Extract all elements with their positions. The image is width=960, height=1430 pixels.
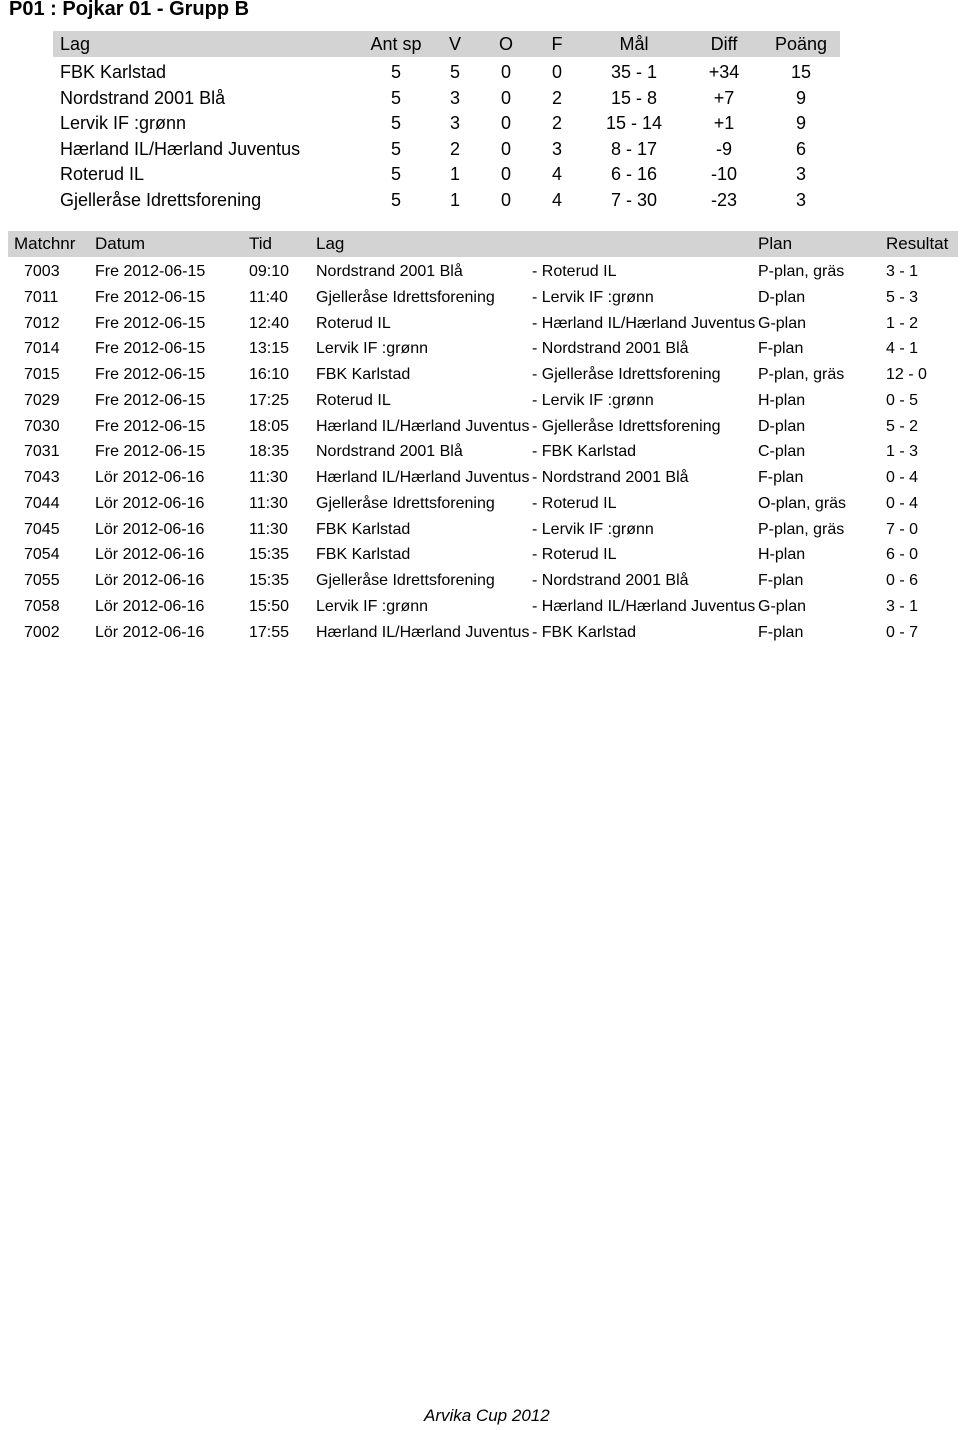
match-cell-time: 17:25 — [249, 391, 290, 409]
match-row — [0, 311, 960, 337]
standings-row — [0, 187, 960, 213]
standings-row — [0, 59, 960, 85]
match-cell-away: - Roterud IL — [532, 263, 617, 280]
match-cell-result: 7 - 0 — [886, 520, 919, 538]
standings-cell-wins: 1 — [449, 164, 461, 185]
match-row — [0, 336, 960, 362]
match-cell-result: 0 - 6 — [886, 572, 919, 589]
match-cell-matchnr: 7011 — [24, 288, 59, 306]
match-cell-away: - Roterud IL — [532, 546, 617, 564]
standings-cell-losses: 4 — [551, 164, 563, 185]
match-cell-away: - Gjelleråse Idrettsforening — [532, 417, 721, 435]
match-cell-date: Lör 2012-06-16 — [95, 597, 205, 615]
standings-cell-diff: +1 — [713, 113, 735, 134]
match-cell-result: 3 - 1 — [886, 597, 919, 615]
match-cell-time: 18:05 — [249, 417, 290, 435]
match-cell-time: 12:40 — [249, 314, 290, 332]
standings-cell-goals: 35 - 1 — [610, 62, 658, 82]
match-cell-matchnr: 7012 — [24, 314, 60, 332]
match-cell-home: FBK Karlstad — [316, 520, 411, 538]
header-date: Datum — [95, 234, 146, 253]
standings-cell-goals: 6 - 16 — [610, 164, 658, 185]
match-cell-result: 5 - 2 — [886, 417, 919, 435]
header-pitch: Plan — [758, 234, 793, 253]
match-cell-result: 3 - 1 — [886, 263, 919, 280]
match-cell-pitch: F-plan — [758, 469, 804, 486]
match-cell-matchnr: 7055 — [24, 572, 60, 589]
match-cell-pitch: O-plan, gräs — [758, 494, 847, 512]
match-cell-away: - FBK Karlstad — [532, 623, 637, 641]
match-cell-home: Gjelleråse Idrettsforening — [316, 572, 495, 589]
standings-cell-goals: 7 - 30 — [610, 190, 658, 210]
match-cell-result: 6 - 0 — [886, 546, 919, 564]
standings-cell-team: Nordstrand 2001 Blå — [60, 87, 226, 108]
match-cell-away: - Hærland IL/Hærland Juventus — [532, 597, 756, 615]
match-cell-away: - Lervik IF :grønn — [532, 391, 654, 409]
match-cell-pitch: F-plan — [758, 572, 804, 589]
match-row — [0, 285, 960, 311]
match-cell-away: - Roterud IL — [532, 494, 617, 512]
match-cell-matchnr: 7044 — [24, 494, 60, 512]
match-cell-time: 15:35 — [249, 572, 290, 589]
match-cell-away: - Lervik IF :grønn — [532, 288, 654, 306]
match-cell-pitch: G-plan — [758, 597, 807, 615]
match-cell-pitch: H-plan — [758, 546, 806, 564]
match-cell-date: Fre 2012-06-15 — [95, 263, 206, 280]
match-cell-home: Roterud IL — [316, 314, 391, 332]
standings-cell-diff: -23 — [710, 190, 738, 210]
match-row — [0, 414, 960, 440]
match-cell-pitch: H-plan — [758, 391, 806, 409]
header-wins: V — [448, 34, 462, 54]
match-cell-home: Gjelleråse Idrettsforening — [316, 288, 495, 306]
standings-cell-draws: 0 — [500, 138, 512, 159]
match-cell-matchnr: 7003 — [24, 263, 60, 280]
standings-cell-goals: 8 - 17 — [610, 138, 658, 159]
standings-cell-draws: 0 — [500, 113, 512, 134]
match-cell-matchnr: 7054 — [24, 546, 60, 564]
match-cell-home: Hærland IL/Hærland Juventus — [316, 469, 530, 486]
match-cell-home: Hærland IL/Hærland Juventus — [316, 623, 530, 641]
header-team: Lag — [316, 234, 345, 253]
match-cell-away: - Lervik IF :grønn — [532, 520, 654, 538]
standings-header-row — [0, 31, 960, 57]
header-time: Tid — [249, 234, 272, 253]
match-cell-result: 5 - 3 — [886, 288, 919, 306]
match-row — [0, 542, 960, 568]
standings-cell-played: 5 — [390, 62, 402, 82]
match-cell-matchnr: 7002 — [24, 623, 60, 641]
match-cell-home: Lervik IF :grønn — [316, 597, 429, 615]
match-cell-time: 18:35 — [249, 443, 290, 461]
match-cell-result: 0 - 7 — [886, 623, 919, 641]
standings-cell-losses: 4 — [551, 190, 563, 210]
standings-cell-wins: 5 — [449, 62, 461, 82]
match-cell-home: Roterud IL — [316, 391, 391, 409]
standings-cell-played: 5 — [390, 138, 402, 159]
match-row — [0, 362, 960, 388]
match-row — [0, 491, 960, 517]
match-cell-pitch: D-plan — [758, 417, 806, 435]
match-cell-result: 1 - 2 — [886, 314, 919, 332]
header-goals: Mål — [619, 34, 649, 54]
match-cell-date: Lör 2012-06-16 — [95, 572, 205, 589]
match-cell-home: Gjelleråse Idrettsforening — [316, 494, 495, 512]
matches-header-row — [0, 231, 960, 257]
standings-cell-goals: 15 - 14 — [605, 113, 663, 134]
match-cell-matchnr: 7043 — [24, 469, 60, 486]
standings-cell-draws: 0 — [500, 87, 512, 108]
match-cell-time: 15:50 — [249, 597, 290, 615]
standings-cell-draws: 0 — [500, 62, 512, 82]
standings-cell-team: Roterud IL — [60, 164, 145, 185]
match-cell-time: 11:40 — [249, 288, 288, 306]
match-cell-away: - Nordstrand 2001 Blå — [532, 469, 689, 486]
standings-cell-team: Gjelleråse Idrettsforening — [60, 190, 262, 210]
match-cell-pitch: P-plan, gräs — [758, 520, 845, 538]
standings-row — [0, 85, 960, 111]
match-cell-pitch: G-plan — [758, 314, 807, 332]
standings-cell-losses: 3 — [551, 138, 563, 159]
match-cell-result: 0 - 4 — [886, 494, 919, 512]
match-row — [0, 388, 960, 414]
standings-cell-wins: 3 — [449, 113, 461, 134]
match-cell-away: - Nordstrand 2001 Blå — [532, 340, 689, 358]
match-cell-home: FBK Karlstad — [316, 366, 411, 383]
header-diff: Diff — [710, 34, 738, 54]
match-cell-result: 0 - 4 — [886, 469, 919, 486]
standings-cell-points: 6 — [795, 138, 807, 159]
match-cell-pitch: D-plan — [758, 288, 806, 306]
match-cell-pitch: P-plan, gräs — [758, 366, 845, 383]
match-cell-time: 11:30 — [249, 520, 288, 538]
match-cell-result: 4 - 1 — [886, 340, 919, 358]
standings-row — [0, 110, 960, 136]
match-cell-pitch: F-plan — [758, 623, 804, 641]
standings-cell-wins: 1 — [449, 190, 461, 210]
match-cell-date: Fre 2012-06-15 — [95, 366, 206, 383]
match-cell-date: Fre 2012-06-15 — [95, 417, 206, 435]
match-cell-time: 11:30 — [249, 469, 288, 486]
standings-cell-points: 9 — [795, 113, 807, 134]
match-cell-matchnr: 7029 — [24, 391, 60, 409]
standings-cell-played: 5 — [390, 113, 402, 134]
standings-cell-team: Hærland IL/Hærland Juventus — [60, 138, 301, 159]
match-cell-home: FBK Karlstad — [316, 546, 411, 564]
match-row — [0, 594, 960, 620]
match-cell-time: 13:15 — [249, 340, 290, 358]
standings-cell-diff: -10 — [710, 164, 738, 185]
match-cell-home: Lervik IF :grønn — [316, 340, 429, 358]
standings-cell-played: 5 — [390, 87, 402, 108]
match-row — [0, 517, 960, 543]
match-cell-date: Fre 2012-06-15 — [95, 391, 206, 409]
match-cell-result: 0 - 5 — [886, 391, 919, 409]
standings-cell-team: Lervik IF :grønn — [60, 113, 187, 134]
standings-cell-draws: 0 — [500, 164, 512, 185]
match-cell-matchnr: 7058 — [24, 597, 60, 615]
standings-cell-played: 5 — [390, 190, 402, 210]
standings-cell-points: 3 — [795, 190, 807, 210]
match-cell-away: - Gjelleråse Idrettsforening — [532, 366, 721, 383]
match-cell-home: Nordstrand 2001 Blå — [316, 263, 463, 280]
match-cell-date: Fre 2012-06-15 — [95, 314, 206, 332]
header-points: Poäng — [774, 34, 828, 54]
match-cell-matchnr: 7030 — [24, 417, 60, 435]
match-cell-home: Hærland IL/Hærland Juventus — [316, 417, 530, 435]
match-cell-date: Lör 2012-06-16 — [95, 623, 205, 641]
match-cell-date: Lör 2012-06-16 — [95, 494, 205, 512]
match-cell-time: 11:30 — [249, 494, 288, 512]
header-draws: O — [498, 34, 514, 54]
match-cell-home: Nordstrand 2001 Blå — [316, 443, 463, 461]
match-cell-away: - FBK Karlstad — [532, 443, 637, 461]
match-cell-time: 09:10 — [249, 263, 290, 280]
standings-row — [0, 136, 960, 162]
header-result: Resultat — [886, 234, 949, 253]
standings-cell-points: 3 — [795, 164, 807, 185]
match-row — [0, 259, 960, 285]
standings-cell-diff: -9 — [715, 138, 733, 159]
match-cell-away: - Nordstrand 2001 Blå — [532, 572, 689, 589]
match-row — [0, 620, 960, 646]
match-cell-matchnr: 7031 — [24, 443, 60, 461]
match-row — [0, 568, 960, 594]
standings-cell-diff: +34 — [708, 62, 740, 82]
match-row — [0, 465, 960, 491]
match-cell-time: 15:35 — [249, 546, 290, 564]
match-cell-date: Fre 2012-06-15 — [95, 443, 206, 461]
match-row — [0, 439, 960, 465]
match-cell-result: 12 - 0 — [886, 366, 927, 383]
match-cell-pitch: C-plan — [758, 443, 806, 461]
match-cell-matchnr: 7014 — [24, 340, 60, 358]
match-cell-time: 16:10 — [249, 366, 290, 383]
match-cell-date: Lör 2012-06-16 — [95, 469, 205, 486]
standings-cell-played: 5 — [390, 164, 402, 185]
match-cell-pitch: F-plan — [758, 340, 804, 358]
standings-cell-losses: 2 — [551, 113, 563, 134]
standings-cell-losses: 2 — [551, 87, 563, 108]
header-played: Ant sp — [370, 34, 422, 54]
header-matchnr: Matchnr — [14, 234, 76, 253]
standings-cell-points: 9 — [795, 87, 807, 108]
standings-cell-goals: 15 - 8 — [610, 87, 658, 108]
standings-row — [0, 161, 960, 187]
standings-cell-draws: 0 — [500, 190, 512, 210]
standings-cell-losses: 0 — [551, 62, 563, 82]
match-cell-date: Fre 2012-06-15 — [95, 340, 206, 358]
match-cell-date: Fre 2012-06-15 — [95, 288, 206, 306]
standings-cell-points: 15 — [790, 62, 812, 82]
page-title: P01 : Pojkar 01 - Grupp B — [9, 0, 250, 20]
match-cell-matchnr: 7045 — [24, 520, 60, 538]
standings-cell-team: FBK Karlstad — [60, 62, 167, 82]
match-cell-pitch: P-plan, gräs — [758, 263, 845, 280]
match-cell-matchnr: 7015 — [24, 366, 60, 383]
header-team: Lag — [60, 34, 91, 54]
standings-cell-wins: 3 — [449, 87, 461, 108]
match-cell-time: 17:55 — [249, 623, 290, 641]
standings-cell-wins: 2 — [449, 138, 461, 159]
match-cell-date: Lör 2012-06-16 — [95, 546, 205, 564]
header-losses: F — [551, 34, 563, 54]
match-cell-away: - Hærland IL/Hærland Juventus — [532, 314, 756, 332]
match-cell-result: 1 - 3 — [886, 443, 919, 461]
footer-text: Arvika Cup 2012 — [424, 1406, 550, 1425]
match-cell-date: Lör 2012-06-16 — [95, 520, 205, 538]
standings-cell-diff: +7 — [713, 87, 735, 108]
